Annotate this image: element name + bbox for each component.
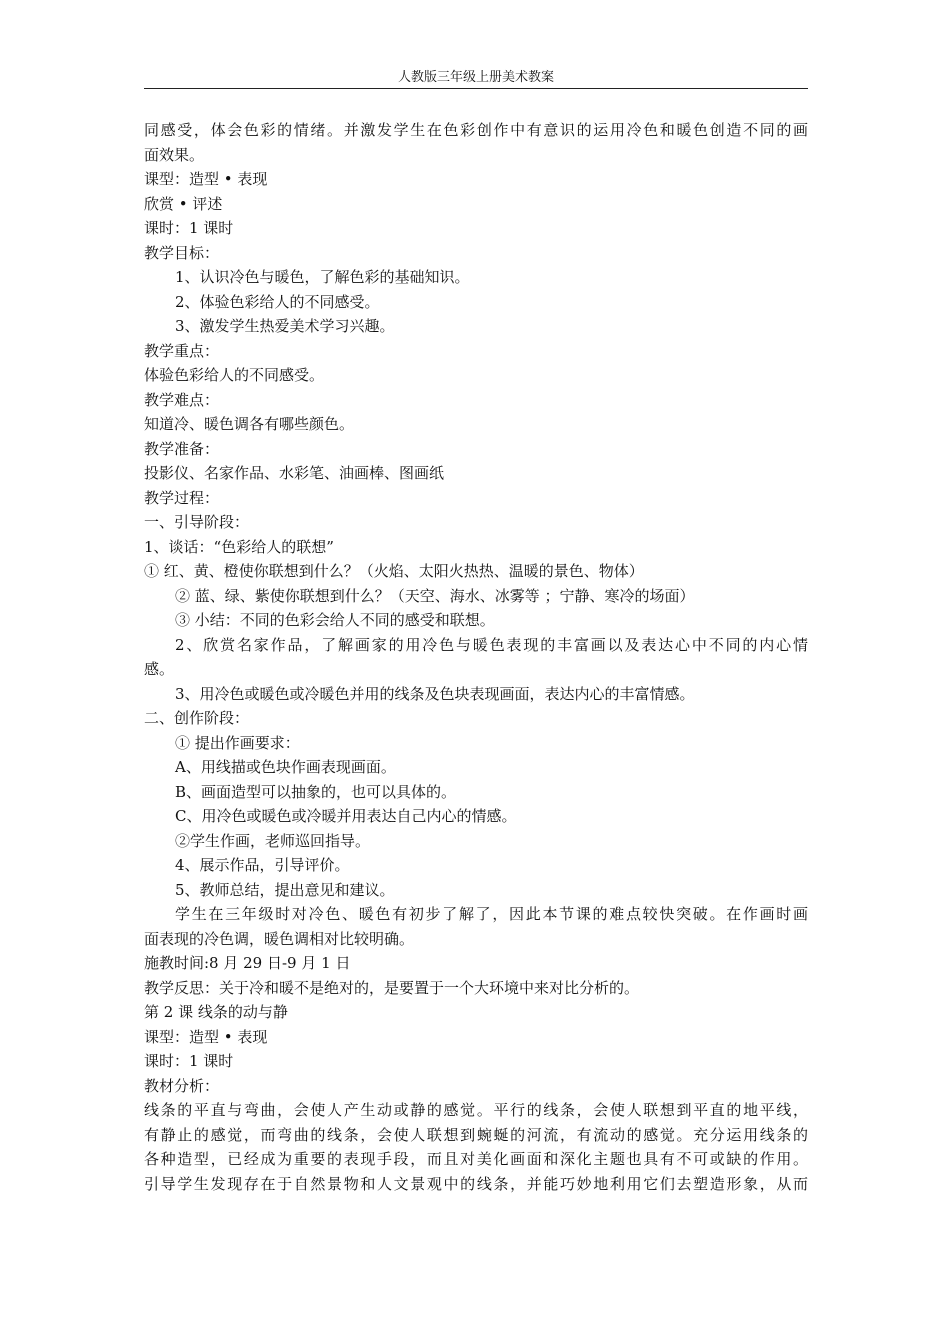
- text-line: 2、欣赏名家作品，了解画家的用冷色与暖色表现的丰富画以及表达心中不同的内心情: [175, 635, 808, 654]
- text-line: 教学目标：: [144, 243, 220, 262]
- text-line: 课型：造型 • 表现: [144, 170, 268, 188]
- text-line: 面效果。: [144, 145, 205, 164]
- text-line: 同感受，体会色彩的情绪。并激发学生在色彩创作中有意识的运用冷色和暖色创造不同的画: [144, 121, 808, 139]
- text-line: 投影仪、名家作品、水彩笔、油画棒、图画纸: [144, 464, 445, 482]
- text-line: ① 提出作画要求：: [175, 733, 300, 752]
- text-line: 二、创作阶段：: [144, 709, 250, 727]
- text-line: 3、用冷色或暖色或冷暖色并用的线条及色块表现画面，表达内心的丰富情感。: [175, 684, 695, 703]
- text-line: 第 2 课 线条的动与静: [144, 1003, 288, 1021]
- page-header-title: 人教版三年级上册美术教案: [397, 70, 554, 85]
- text-line: 课时：1 课时: [144, 219, 234, 237]
- text-line: C、用冷色或暖色或冷暖并用表达自己内心的情感。: [175, 807, 517, 825]
- text-line: 教学过程：: [144, 488, 220, 507]
- text-line: 1、认识冷色与暖色，了解色彩的基础知识。: [175, 268, 470, 286]
- text-line: 教学准备：: [144, 439, 220, 458]
- text-line: 体验色彩给人的不同感受。: [144, 366, 325, 384]
- text-line: 教学重点：: [144, 341, 220, 360]
- text-line: 学生在三年级时对冷色、暖色有初步了解了，因此本节课的难点较快突破。在作画时画: [175, 905, 808, 923]
- text-line: 4、展示作品，引导评价。: [175, 856, 350, 874]
- text-line: 面表现的冷色调，暖色调相对比较明确。: [144, 929, 415, 948]
- text-line: 2、体验色彩给人的不同感受。: [175, 292, 380, 311]
- text-line: ③ 小结：不同的色彩会给人不同的感受和联想。: [175, 611, 495, 629]
- text-line: A、用线描或色块作画表现画面。: [175, 758, 396, 776]
- text-line: 教学难点：: [144, 390, 220, 409]
- text-line: 教学反思：关于冷和暖不是绝对的，是要置于一个大环境中来对比分析的。: [144, 978, 640, 997]
- text-line: 3、激发学生热爱美术学习兴趣。: [175, 317, 395, 335]
- text-line: 知道冷、暖色调各有哪些颜色。: [144, 415, 355, 433]
- text-line: 施教时间:8 月 29 日-9 月 1 日: [144, 954, 351, 972]
- text-line: ② 蓝、绿、紫使你联想到什么？（天空、海水、冰雾等 ；宁静、寒冷的场面）: [175, 586, 695, 605]
- text-line: 引导学生发现存在于自然景物和人文景观中的线条，并能巧妙地利用它们去塑造形象，从而: [144, 1174, 808, 1193]
- text-line: 感。: [144, 660, 175, 678]
- text-line: 教材分析：: [144, 1076, 220, 1095]
- text-line: 欣赏 • 评述: [144, 194, 223, 213]
- text-line: 线条的平直与弯曲，会使人产生动或静的感觉。平行的线条，会使人联想到平直的地平线，: [144, 1101, 808, 1119]
- text-line: 一、引导阶段：: [144, 513, 250, 531]
- text-line: 5、教师总结，提出意见和建议。: [175, 880, 395, 899]
- text-line: 课时：1 课时: [144, 1052, 234, 1070]
- header-rule: [144, 88, 808, 89]
- text-line: 课型：造型 • 表现: [144, 1027, 268, 1046]
- text-line: ① 红、黄、橙使你联想到什么？（火焰、太阳火热热、温暖的景色、物体）: [144, 562, 644, 580]
- text-line: 有静止的感觉，而弯曲的线条，会使人联想到蜿蜒的河流，有流动的感觉。充分运用线条的: [144, 1125, 808, 1144]
- text-line: ②学生作画，老师巡回指导。: [175, 831, 371, 850]
- text-line: 1、谈话：“色彩给人的联想”: [144, 537, 334, 556]
- text-line: 各种造型，已经成为重要的表现手段，而且对美化画面和深化主题也具有不可或缺的作用。: [144, 1150, 808, 1168]
- document-body: [144, 118, 808, 1196]
- text-line: B、画面造型可以抽象的，也可以具体的。: [175, 782, 457, 801]
